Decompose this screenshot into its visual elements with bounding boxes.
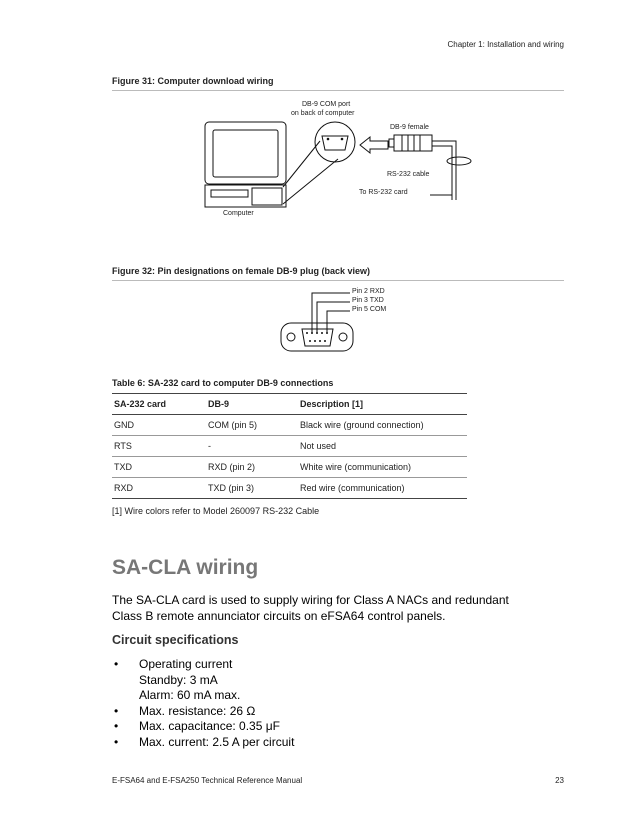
spec-alarm: Alarm: 60 mA max. <box>139 688 241 702</box>
spec-resistance: Max. resistance: 26 Ω <box>139 703 256 718</box>
table-6-caption: Table 6: SA-232 card to computer DB-9 connections <box>112 378 334 388</box>
pin-label-rxd: Pin 2 RXD <box>352 288 385 295</box>
list-item <box>112 719 532 735</box>
pin-label-com: Pin 5 COM <box>352 306 387 313</box>
bullet: • <box>114 734 119 749</box>
section-title: SA-CLA wiring <box>112 556 259 579</box>
port-label-line2: on back of computer <box>291 110 355 117</box>
cable-label: RS-232 cable <box>387 171 430 178</box>
mount-hole-left <box>287 333 295 341</box>
table-row <box>112 457 467 478</box>
list-item <box>112 735 532 751</box>
bullet: • <box>114 657 119 671</box>
intro-line: The SA-CLA card is used to supply wiring for Class A NACs and redundant <box>112 593 509 607</box>
spec-standby: Standby: 3 mA <box>139 672 218 687</box>
figure-31-caption: Figure 31: Computer download wiring <box>112 76 274 86</box>
table-cell: COM (pin 5) <box>206 415 298 436</box>
bullet: • <box>114 719 119 733</box>
table-cell: RTS <box>112 436 206 457</box>
mount-hole-right <box>339 333 347 341</box>
table-cell: RXD <box>112 478 206 499</box>
pin-label-txd: Pin 3 TXD <box>352 297 384 304</box>
circuit-specs-heading: Circuit specifications <box>112 633 239 647</box>
table-note: [1] Wire colors refer to Model 260097 RS-232 Cable <box>112 506 320 516</box>
table-cell: TXD (pin 3) <box>206 478 298 499</box>
column-header: DB-9 <box>206 394 298 415</box>
port-label-line1: DB-9 COM port <box>302 101 351 108</box>
table-cell: White wire (communication) <box>298 457 467 478</box>
spec-list <box>112 657 532 750</box>
spec-operating-current: Operating current <box>139 657 233 671</box>
column-header: SA-232 card <box>112 394 206 415</box>
table-cell: RXD (pin 2) <box>206 457 298 478</box>
table-row <box>112 478 467 499</box>
chapter-header: Chapter 1: Installation and wiring <box>447 40 564 49</box>
table-header-row <box>112 394 467 415</box>
column-header: Description [1] <box>298 394 467 415</box>
table-cell: GND <box>112 415 206 436</box>
table-row <box>112 436 467 457</box>
list-item <box>112 704 532 720</box>
figure-32-caption: Figure 32: Pin designations on female DB-9 plug (back view) <box>112 266 371 276</box>
footer-page-number: 23 <box>555 776 564 785</box>
intro-line: Class B remote annunciator circuits on eFSA64 control panels. <box>112 609 446 623</box>
table-cell: Red wire (communication) <box>298 478 467 499</box>
footer-manual-title: E-FSA64 and E-FSA250 Technical Reference Manual <box>112 776 303 785</box>
table-cell: - <box>206 436 298 457</box>
bullet: • <box>114 703 119 718</box>
table-6 <box>112 393 467 499</box>
computer-label: Computer <box>223 210 254 217</box>
female-label: DB-9 female <box>390 124 429 131</box>
card-label: To RS-232 card <box>359 189 408 196</box>
table-row <box>112 415 467 436</box>
table-cell: Not used <box>298 436 467 457</box>
spec-capacitance: Max. capacitance: 0.35 μF <box>139 719 280 733</box>
spec-current: Max. current: 2.5 A per circuit <box>139 734 295 749</box>
list-item <box>112 657 532 704</box>
table-cell: TXD <box>112 457 206 478</box>
section-intro <box>112 592 509 624</box>
table-cell: Black wire (ground connection) <box>298 415 467 436</box>
